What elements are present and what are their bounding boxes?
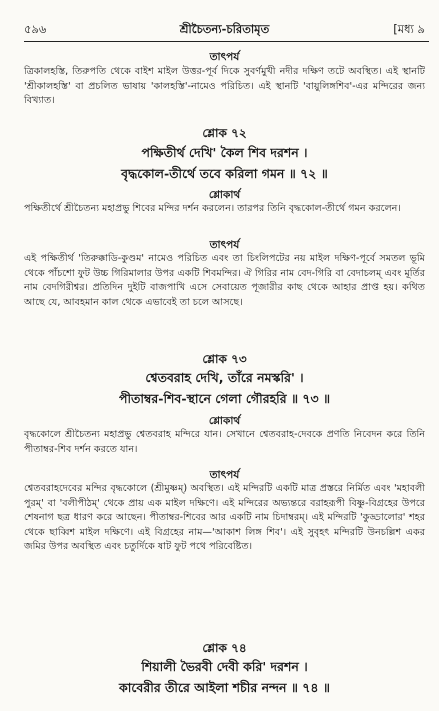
chapter-marker: [মধ্য ৯ — [393, 22, 425, 36]
verse-line: শ্বেতবরাহ দেখি, তাঁরে নমস্করি' । — [145, 370, 304, 385]
purport-text: শ্বেতবরাহদেবের মন্দির বৃদ্ধকোলে (শ্রীমুষ্ণম্‌) অবস্থিত। এই মন্দিরটি একটি মাত্র প্রস্তরে নির্মিত এবং 'মহাবলী পুরম্‌' বা 'বলীপীঠম্‌' থেকে প্রায় এক মাইল দক্ষিণে। এই মন্দিরের অভ্যন্তরে বরাহরূপী বিষ্ণু-বিগ্রহের উপরে শেষনাগ ছত্র ধারণ করে আছেন। পীতাম্বর-শিবের আর একটি নাম চিদাম্বরম্‌। এই মন্দিরটি 'কুড্ডালোর' শহর থেকে ছাব্বিশ মাইল দক্ষিণে। এই বিগ্রহের নাম—'আকাশ লিঙ্গ শিব'। এই সুবৃহৎ মন্দিরটি উনচল্লিশ একর জমির উপর অবস্থিত এবং চতুর্দিকে ষাট ফুট পথে পরিবেষ্টিত। — [24, 483, 425, 553]
translation-heading: শ্লোকার্থ — [208, 189, 241, 201]
page-number: ৫৯৬ — [24, 22, 47, 36]
shloka-number: শ্লোক ৭২ — [202, 126, 247, 140]
verse-line: শিয়ালী ভৈরবী দেবী করি' দরশন । — [141, 659, 308, 674]
verse-line: পক্ষিতীর্থ দেখি' কৈল শিব দরশন । — [141, 145, 308, 160]
purport-text: ত্রিকালহস্তি, তিরুপতি থেকে বাইশ মাইল উত্তর-পূর্ব দিকে সুবর্ণমুখী নদীর দক্ষিণ তটে অবস্থিত। এই স্থানটি 'শ্রীকালহস্তি' বা প্রচলিত ভাষায় 'কালহস্তি'-নামেও পরিচিত। এই স্থানটি 'বায়ুলিঙ্গশিব'-এর মন্দিরের জন্য বিখ্যাত। — [24, 66, 425, 107]
purport-heading: তাৎপর্য — [209, 469, 240, 481]
verse-line: বৃদ্ধকোল-তীর্থে তবে করিলা গমন ॥ ৭২ ॥ — [121, 166, 328, 181]
translation-heading: শ্লোকার্থ — [208, 415, 241, 427]
purport-heading: তাৎপর্য — [209, 239, 240, 251]
running-title: শ্রীচৈতন্য-চরিতামৃত — [179, 22, 270, 36]
verse-line: পীতাম্বর-শিব-স্থানে গেলা গৌরহরি ॥ ৭৩ ॥ — [118, 391, 331, 406]
translation-text: বৃদ্ধকোলে শ্রীচৈতন্য মহাপ্রভু শ্বেতবরাহ মন্দিরে যান। সেখানে শ্বেতবরাহ-দেবকে প্রণতি নিবেদন করে তিনি পীতাম্বর-শিব দর্শন করতে যান। — [24, 429, 425, 455]
shloka-number: শ্লোক ৭৩ — [202, 352, 247, 366]
verse-line: কাবেরীর তীরে আইলা শচীর নন্দন ॥ ৭৪ ॥ — [119, 680, 330, 695]
purport-heading: তাৎপর্য — [209, 51, 240, 63]
purport-text: এই পক্ষিতীর্থ 'তিরুক্কাডি-কুণ্ডম' নামেও পরিচিত এবং তা চিংলিপটের নয় মাইল দক্ষিণ-পূর্বে সমতল ভূমি থেকে পাঁচশো ফুট উচ্চ গিরিমালার উপর একটি শিবমন্দির। ঐ গিরির নাম বেদ-গিরি বা বেদাচলম্‌ এবং মূর্তির নাম বেদগিরীশ্বর। প্রতিদিন দুইটি বাজপাখি এসে সেবায়েত পূজারীর কাছ থেকে আহার প্রাপ্ত হয়। কথিত আছে যে, আবহমান কাল থেকে এভাবেই তা চলে আসছে। — [24, 253, 425, 308]
header-rule — [24, 41, 429, 42]
shloka-number: শ্লোক ৭৪ — [202, 641, 247, 655]
translation-text: পক্ষিতীর্থে শ্রীচৈতন্য মহাপ্রভু শিবের মন্দির দর্শন করলেন। তারপর তিনি বৃদ্ধকোল-তীর্থে গমন করলেন। — [24, 203, 401, 214]
page-header — [24, 20, 425, 38]
